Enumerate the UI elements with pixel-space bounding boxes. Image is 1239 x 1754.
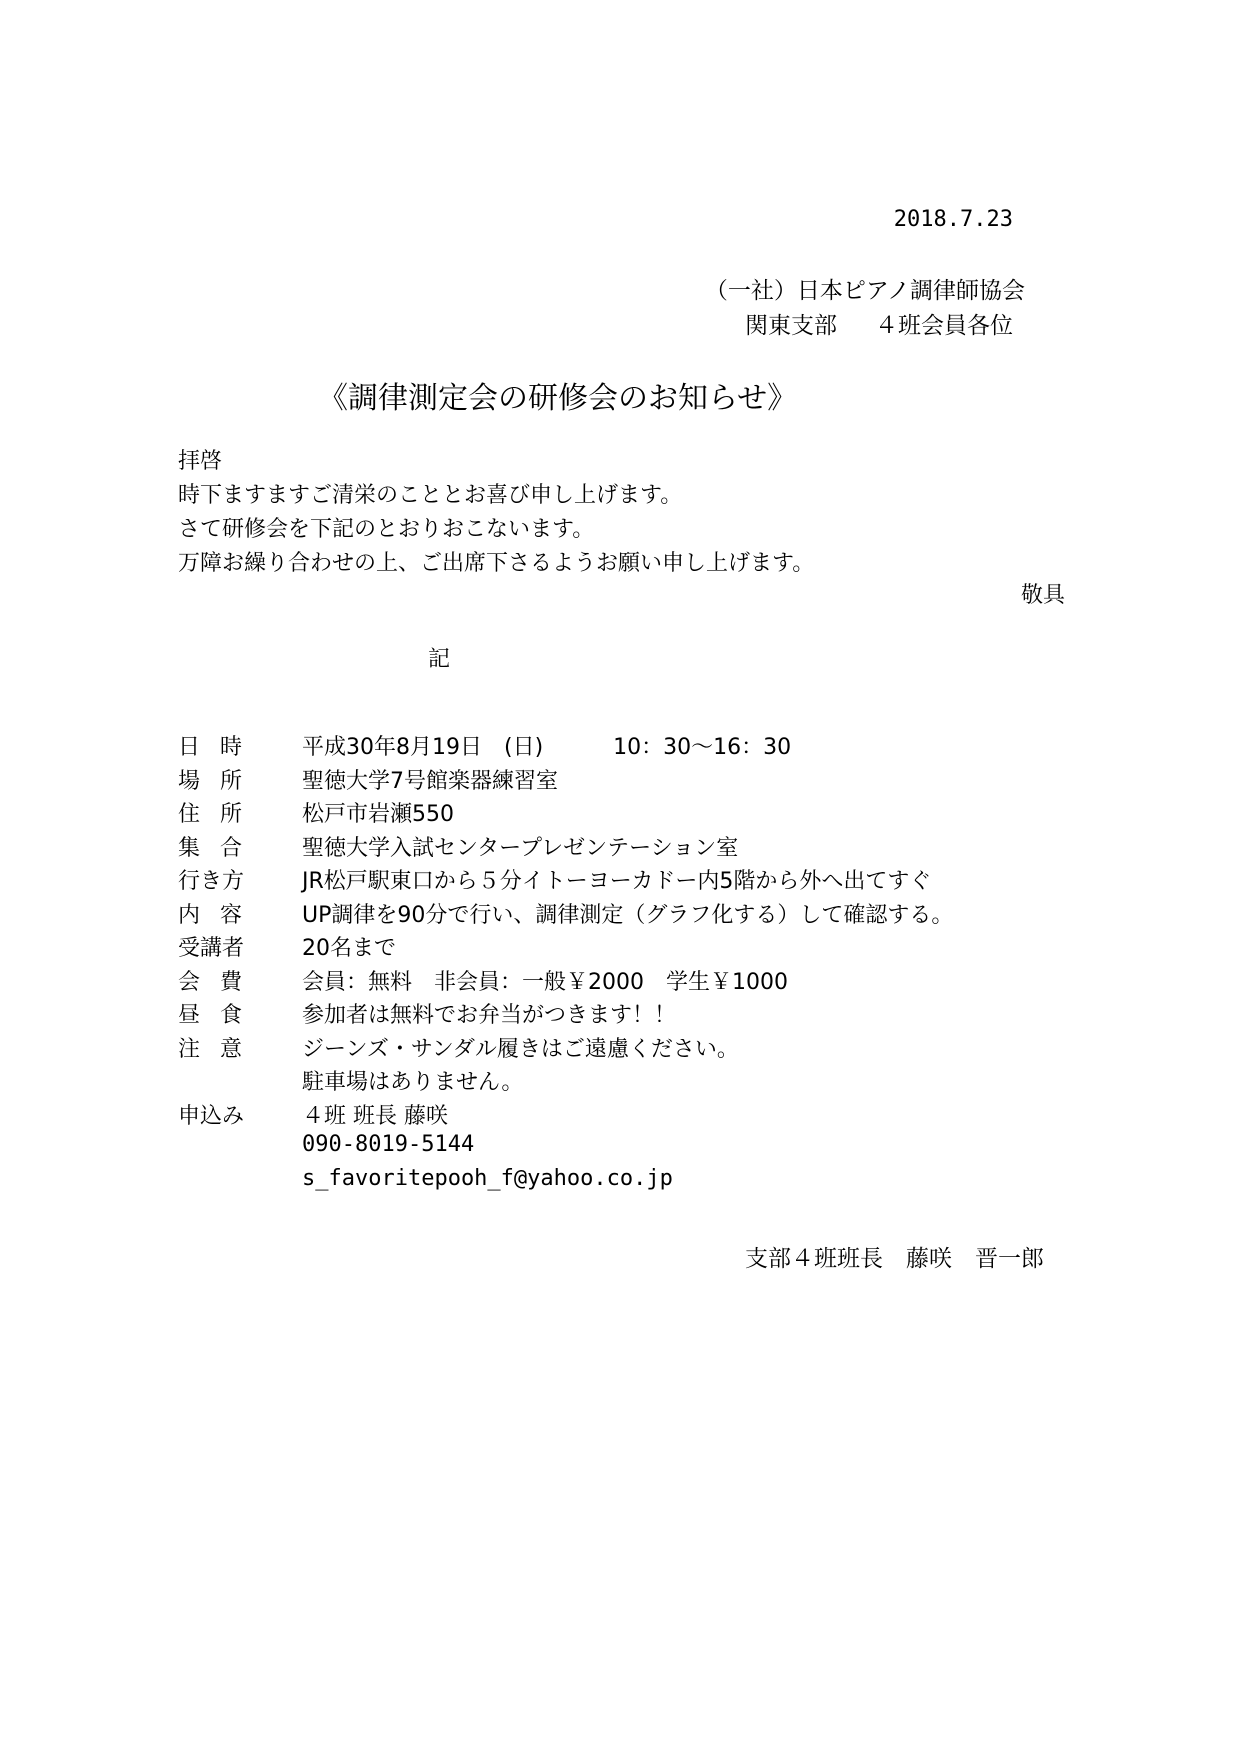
detail-value: 松戸市岩瀬550: [302, 802, 454, 827]
detail-value: JR松戸駅東口から５分イトーヨーカドー内5階から外へ出てすぐ: [302, 869, 932, 894]
detail-value: UP調律を90分で行い、調律測定（グラフ化する）して確認する。: [302, 902, 954, 928]
detail-label: 受講者: [178, 936, 245, 961]
detail-value: 参加者は無料でお弁当がつきます！！: [302, 1003, 677, 1028]
detail-row-directions: [178, 864, 953, 898]
detail-row-meeting: [178, 831, 953, 865]
letter-opening: 拝啓: [178, 449, 223, 474]
signature: 支部４班班長 藤咲 晋一郎: [745, 1246, 1044, 1272]
detail-row-lunch: [178, 998, 953, 1032]
recipients-line: [745, 307, 1013, 340]
detail-label: 日時: [178, 735, 263, 760]
applicant-phone: 090-8019-5144: [302, 1132, 475, 1157]
detail-row-application-phone: [178, 1132, 953, 1166]
detail-label: 注意: [178, 1036, 263, 1062]
detail-label: 行き方: [178, 869, 245, 894]
applicant-name: ４班 班長 藤咲: [302, 1103, 448, 1129]
detail-value: 聖徳大学入試センタープレゼンテーション室: [302, 835, 739, 861]
detail-row-address: [178, 797, 953, 831]
detail-value: ジーンズ・サンダル履きはご遠慮ください。: [302, 1036, 739, 1062]
detail-label: 会費: [178, 969, 263, 995]
detail-value: 20名まで: [302, 936, 396, 961]
detail-row-content: [178, 898, 953, 932]
letter-line: さて研修会を下記のとおりおこないます。: [178, 517, 595, 542]
ki-heading: 記: [428, 647, 451, 672]
detail-row-venue: [178, 764, 953, 798]
detail-value: [302, 730, 791, 761]
detail-value: 聖徳大学7号館楽器練習室: [302, 768, 558, 794]
applicant-email: s_favoritepooh_f@yahoo.co.jp: [302, 1165, 673, 1191]
detail-row-fee: [178, 965, 953, 999]
detail-label: 集合: [178, 835, 263, 861]
letter-body: [178, 445, 814, 581]
page-title: 《調律測定会の研修会のお知らせ》: [318, 381, 798, 416]
letter-closing: 敬具: [1020, 583, 1065, 608]
detail-value: 会員：無料 非会員：一般￥2000 学生￥1000: [302, 969, 788, 995]
detail-label: 昼食: [178, 1003, 263, 1028]
detail-row-notes: [178, 1032, 953, 1066]
event-date: 平成30年8月19日 (日): [302, 735, 544, 760]
organization-name: （一社）日本ピアノ調律師協会: [704, 278, 1025, 304]
branch-name: 関東支部: [745, 313, 837, 339]
detail-row-datetime: [178, 730, 953, 764]
detail-row-application-email: [178, 1166, 953, 1200]
event-time: 10：30～16：30: [613, 735, 792, 760]
letter-line: 時下ますますご清栄のこととお喜び申し上げます。: [178, 483, 683, 508]
detail-label: 内容: [178, 902, 263, 928]
detail-row-participants: [178, 931, 953, 965]
detail-row-application: [178, 1099, 953, 1133]
recipients-name: ４班会員各位: [875, 313, 1013, 339]
detail-label: 住所: [178, 802, 263, 827]
date: 2018.7.23: [893, 207, 1013, 232]
detail-label: 場所: [178, 768, 263, 794]
details-list: [178, 730, 953, 1199]
letter-line: 万障お繰り合わせの上、ご出席下さるようお願い申し上げます。: [178, 551, 815, 576]
detail-label: 申込み: [178, 1103, 245, 1129]
detail-value: 駐車場はありません。: [302, 1070, 524, 1095]
detail-row-notes-continued: [178, 1065, 953, 1099]
